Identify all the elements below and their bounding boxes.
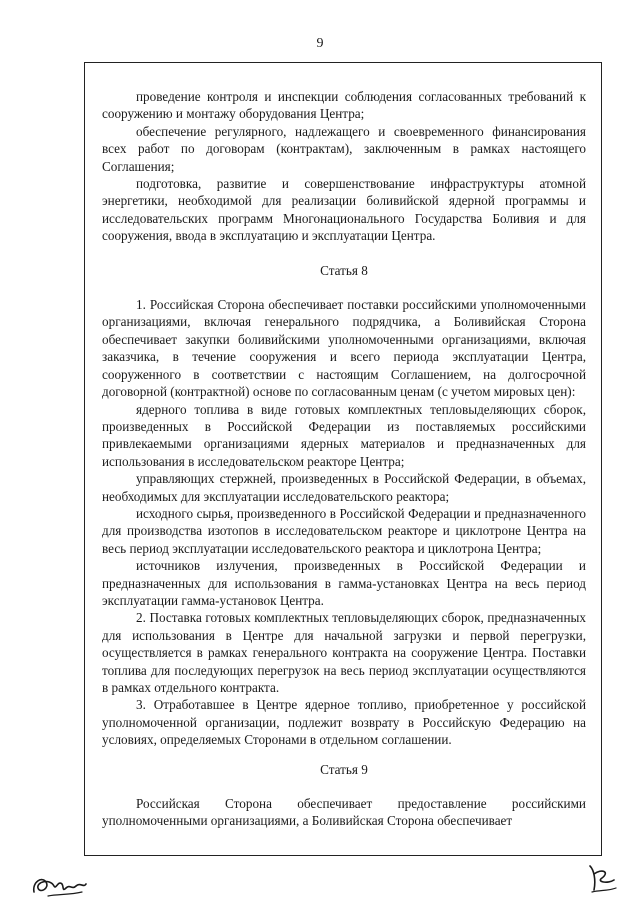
paragraph-nuclear-fuel: ядерного топлива в виде готовых комплектных тепловыделяющих сборок, произведенных в Российской Федерации из поставляемых российскими привлекаемыми организациями ядерных материалов и предназначенных для использования в исследовательском реакторе Центра; — [102, 401, 586, 469]
paragraph-financing: обеспечение регулярного, надлежащего и своевременного финансирования всех работ по договорам (контрактам), заключенным в рамках настоящего Соглашения; — [102, 123, 586, 174]
paragraph-inspection: проведение контроля и инспекции соблюдения согласованных требований к сооружению и монтажу оборудования Центра; — [102, 89, 586, 122]
signature-right-icon — [582, 860, 622, 898]
paragraph-article8-clause3: 3. Отработавшее в Центре ядерное топливо, приобретенное у российской уполномоченной организации, подлежит возврату в Российскую Федерацию на условиях, определяемых Сторонами в отдельном соглашении. — [102, 697, 586, 748]
paragraph-article8-clause1: 1. Российская Сторона обеспечивает поставки российскими уполномоченными организациями, включая генерального подрядчика, а Боливийская Сторона обеспечивает закупки боливийскими уполномоченными организациями, включая заказчика, в течение сооружения и всего периода эксплуатации Центра, сооруженного в соответствии с настоящим Соглашением, на долгосрочной договорной (контрактной) основе по согласованным ценам (с учетом мировых цен): — [102, 297, 586, 400]
paragraph-control-rods: управляющих стержней, произведенных в Российской Федерации, в объемах, необходимых для эксплуатации исследовательского реактора; — [102, 471, 586, 504]
article-heading-9: Статья 9 — [320, 761, 368, 777]
signature-left-icon — [28, 868, 92, 900]
article-heading-8: Статья 8 — [320, 262, 368, 278]
paragraph-infrastructure: подготовка, развитие и совершенствование инфраструктуры атомной энергетики, необходимой для реализации боливийской ядерной программы и исследовательских программ Многонационального Государства Боливия и для сооружения, ввода в эксплуатацию и эксплуатации Центра. — [102, 176, 586, 244]
page-number: 9 — [316, 36, 324, 51]
paragraph-raw-materials: исходного сырья, произведенного в Российской Федерации и предназначенного для производства изотопов в исследовательском реакторе и циклотроне Центра на весь период эксплуатации исследовательского реактора и циклотрона Центра; — [102, 505, 586, 556]
paragraph-article9-start: Российская Сторона обеспечивает предоставление российскими уполномоченными организациями, а Боливийская Сторона обеспечивает — [102, 796, 586, 829]
paragraph-article8-clause2: 2. Поставка готовых комплектных тепловыделяющих сборок, предназначенных для использования в Центре для начальной загрузки и первой перегрузки, осуществляется в рамках генерального контракта на сооружение Центра. Поставки топлива для последующих перегрузок на весь период эксплуатации осуществляются в рамках отдельного контракта. — [102, 610, 586, 695]
document-body — [102, 88, 586, 830]
paragraph-radiation-sources: источников излучения, произведенных в Российской Федерации и предназначенных для использования в гамма-установках Центра на весь период эксплуатации гамма-установок Центра. — [102, 558, 586, 608]
